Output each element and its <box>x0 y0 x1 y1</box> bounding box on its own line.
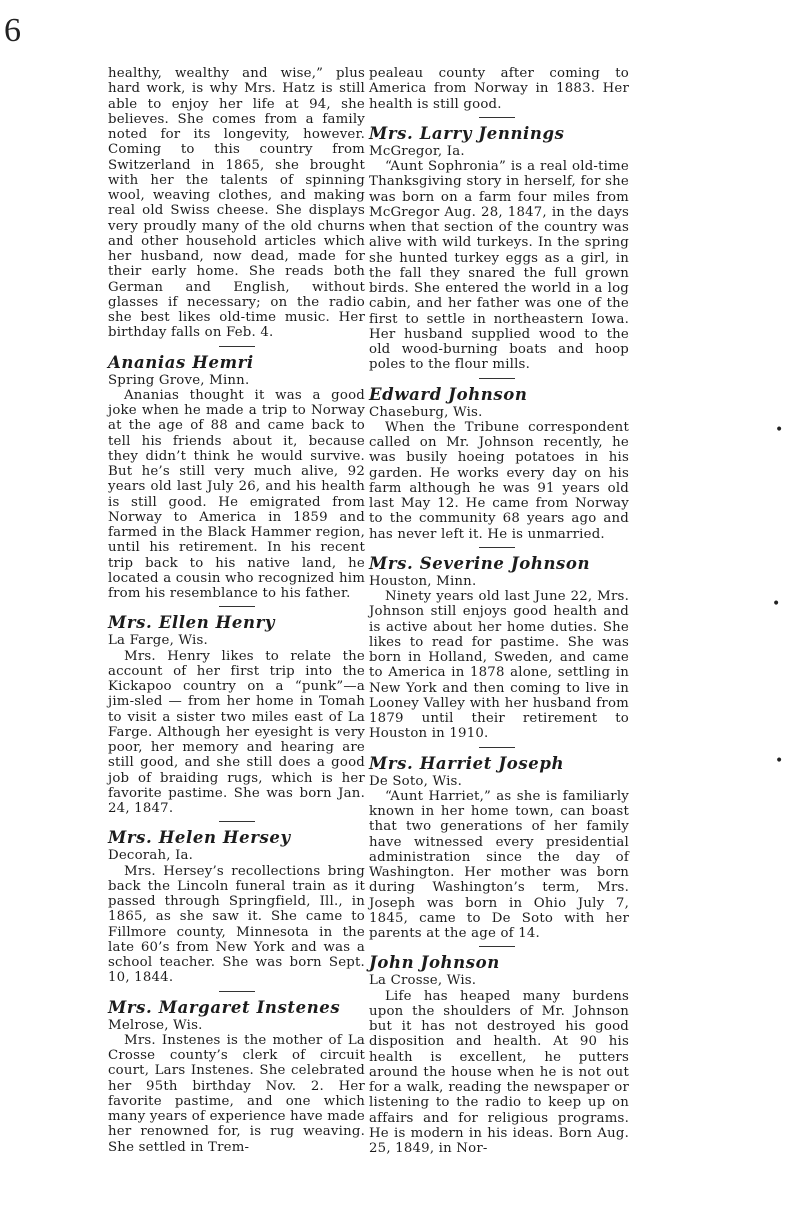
entry-text: When the Tribune correspondent called on Mr. Johnson recently, he was busily hoeing potatoes in his garden. He works every day on his farm although he was 91 years old last May 12. He came from Norway to the community 68 years ago and has never left it. He is unmarried. <box>369 419 629 542</box>
entry-text: Mrs. Hersey’s recollections bring back the Lincoln funeral train as it passed through Springfield, Ill., in 1865, as she saw it. She came to Fillmore county, Minnesota in the late 60’s from New York and was a school teacher. She was born Sept. 10, 1844. <box>108 863 365 986</box>
right-intro-text: pealeau county after coming to America from Norway in 1883. Her health is still good. <box>369 66 629 112</box>
divider <box>219 991 255 992</box>
entry-name-margaret-instenes: Mrs. Margaret Instenes <box>108 997 341 1017</box>
entry-name-edward-johnson: Edward Johnson <box>369 384 528 404</box>
entry-name-harriet-joseph: Mrs. Harriet Joseph <box>369 753 565 773</box>
entry-text: Ninety years old last June 22, Mrs. Johnson still enjoys good health and is active about her home duties. She likes to read for pastime. She was born in Holland, Sweden, and came to America in 1878 alone, settling in New York and then coming to live in Looney Valley with her husband from 1879 until their retirement to Houston in 1910. <box>369 589 629 742</box>
entry-place: La Farge, Wis. <box>108 633 208 649</box>
entry-text: “Aunt Harriet,” as she is familiarly known in her home town, can boast that two generations of her family have witnessed every presidential administration since the day of Washington. Her mother was born during Washington’s term, Mrs. Joseph was born in Ohio July 7, 1845, came to De Soto with her parents at the age of 14. <box>369 788 629 941</box>
entry-place: Houston, Minn. <box>369 573 477 589</box>
binder-hole-mark: • <box>775 422 784 438</box>
entry-name-larry-jennings: Mrs. Larry Jennings <box>369 123 565 143</box>
divider <box>219 821 255 822</box>
entry-name-helen-hersey: Mrs. Helen Hersey <box>108 828 291 848</box>
entry-name-severine-johnson: Mrs. Severine Johnson <box>369 553 591 573</box>
entry-place: De Soto, Wis. <box>369 773 463 789</box>
divider <box>219 346 255 347</box>
entry-place: Chaseburg, Wis. <box>369 404 483 420</box>
binder-hole-mark: • <box>775 753 784 769</box>
entry-text: Mrs. Henry likes to relate the account of her first trip into the Kickapoo country on a “punk”—a jim-sled — from her home in Tomah to visit a sister two miles east of La Farge. Although her eyesight is very poor, her memory and hearing are still good, and she still does a good job of braiding rugs, which is her favorite pastime. She was born Jan. 24, 1847. <box>108 648 365 816</box>
entry-text: Life has heaped many burdens upon the shoulders of Mr. Johnson but it has not destroyed his good disposition and health. At 90 his health is excellent, he putters around the house when he is not out for a walk, reading the newspaper or listening to the radio to keep up on affairs and for religious programs. He is modern in his ideas. Born Aug. 25, 1849, in Nor- <box>369 988 629 1156</box>
divider <box>479 547 515 548</box>
entry-text: Ananias thought it was a good joke when he made a trip to Norway at the age of 88 and came back to tell his friends about it, because they didn’t think he would survive. But he’s still very much alive, 92 years old last July 26, and his health is still good. He emigrated from Norway to America in 1859 and farmed in the Black Hammer region, until his retirement. In his recent trip back to his native land, he located a cousin who recognized him from his resemblance to his father. <box>108 387 365 601</box>
right-column <box>369 66 629 1156</box>
entry-name-ellen-henry: Mrs. Ellen Henry <box>108 613 276 633</box>
left-intro-text: healthy, wealthy and wise,” plus hard work, is why Mrs. Hatz is still able to enjoy her life at 94, she believes. She comes from a family noted for its longevity, however. Coming to this country from Switzerland in 1865, she brought with her the talents of spinning wool, weaving clothes, and making real old Swiss cheese. She displays very proudly many of the old churns and other household articles which her husband, now dead, made for their early home. She reads both German and English, without glasses if necessary; on the radio she best likes old-time music. Her birthday falls on Feb. 4. <box>108 66 365 341</box>
binder-hole-mark: • <box>772 596 781 612</box>
entry-name-john-johnson: John Johnson <box>369 953 500 973</box>
divider <box>479 747 515 748</box>
page-number: 6 <box>4 12 21 49</box>
entry-text: “Aunt Sophronia” is a real old-time Thanksgiving story in herself, for she was born on a farm four miles from McGregor Aug. 28, 1847, in the days when that section of the country was alive with wild turkeys. In the spring she hunted turkey eggs as a girl, in the fall they snared the full grown birds. She entered the world in a log cabin, and her father was one of the first to settle in northeastern Iowa. Her husband supplied wood to the old wood-burning boats and hoop poles to the flour mills. <box>369 159 629 373</box>
entry-place: Spring Grove, Minn. <box>108 372 250 388</box>
divider <box>479 946 515 947</box>
entry-place: La Crosse, Wis. <box>369 973 477 989</box>
divider <box>219 606 255 607</box>
entry-place: Melrose, Wis. <box>108 1017 203 1033</box>
entry-place: McGregor, Ia. <box>369 143 465 159</box>
divider <box>479 117 515 118</box>
left-column <box>108 66 365 1155</box>
entry-place: Decorah, Ia. <box>108 848 194 864</box>
entry-text: Mrs. Instenes is the mother of La Crosse county’s clerk of circuit court, Lars Instenes. She celebrated her 95th birthday Nov. 2. Her favorite pastime, and one which many years of experience have made her renowned for, is rug weaving. She settled in Trem- <box>108 1032 365 1155</box>
divider <box>479 378 515 379</box>
entry-name-ananias-hemri: Ananias Hemri <box>108 352 254 372</box>
